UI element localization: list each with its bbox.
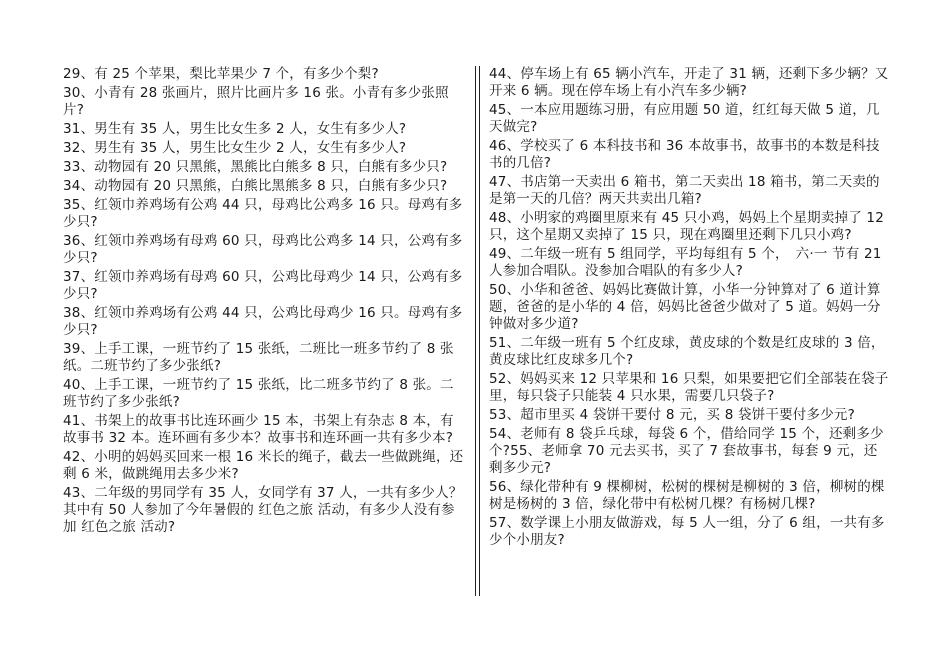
question-52: 52、妈妈买来 12 只苹果和 16 只梨，如果要把它们全部装在袋子里，每只袋子只能装 4 只水果，需要几只袋子? (489, 371, 889, 404)
question-53: 53、超市里买 4 袋饼干要付 8 元，买 8 袋饼干要付多少元? (489, 407, 855, 423)
question-48: 48、小明家的鸡圈里原来有 45 只小鸡，妈妈上个星期卖掉了 12 只，这个星期又卖掉了 15 只，现在鸡圈里还剩下几只小鸡? (489, 210, 885, 243)
right-column (489, 66, 890, 549)
question-37: 37、红领巾养鸡场有母鸡 60 只，公鸡比母鸡少 14 只，公鸡有多少只? (63, 269, 463, 302)
question-32: 32、男生有 35 人，男生比女生少 2 人，女生有多少人? (63, 140, 407, 156)
left-column (63, 66, 466, 536)
question-56: 56、绿化带种有 9 棵柳树，松树的棵树是柳树的 3 倍，柳树的棵树是杨树的 3 倍，绿化带中有松树几棵？有杨树几棵? (489, 479, 885, 512)
question-33: 33、动物园有 20 只黑熊，黑熊比白熊多 8 只，白熊有多少只? (63, 159, 448, 175)
column-divider-right (479, 66, 480, 596)
question-38: 38、红领巾养鸡场有公鸡 44 只，公鸡比母鸡少 16 只。母鸡有多少只? (63, 305, 463, 338)
question-39: 39、上手工课，一班节约了 15 张纸，二班比一班多节约了 8 张纸。二班节约了多少张纸? (63, 341, 454, 374)
question-41: 41、书架上的故事书比连环画少 15 本，书架上有杂志 8 本，有故事书 32 本。连环画有多少本？故事书和连环画一共有多少本? (63, 413, 454, 446)
question-44: 44、停车场上有 65 辆小汽车，开走了 31 辆，还剩下多少辆？又开来 6 辆。现在停车场上有小汽车多少辆? (489, 66, 889, 99)
question-29: 29、有 25 个苹果，梨比苹果少 7 个，有多少个梨? (63, 66, 379, 82)
question-40: 40、上手工课，一班节约了 15 张纸，比二班多节约了 8 张。二班节约了多少张纸? (63, 377, 454, 410)
question-42: 42、小明的妈妈买回来一根 16 米长的绳子，截去一些做跳绳，还剩 6 米，做跳绳用去多少米? (63, 449, 464, 482)
question-34: 34、动物园有 20 只黑熊，白熊比黑熊多 8 只，白熊有多少只? (63, 178, 448, 194)
question-30: 30、小青有 28 张画片，照片比画片多 16 张。小青有多少张照片? (63, 85, 449, 118)
question-57: 57、数学课上小朋友做游戏，每 5 人一组，分了 6 组，一共有多少个小朋友? (489, 515, 885, 548)
question-50: 50、小华和爸爸、妈妈比赛做计算，小华一分钟算对了 6 道计算题，爸爸的是小华的 4 倍，妈妈比爸爸少做对了 5 道。妈妈一分钟做对多少道? (489, 282, 881, 332)
question-36: 36、红领巾养鸡场有母鸡 60 只，母鸡比公鸡多 14 只，公鸡有多少只? (63, 233, 463, 266)
question-51: 51、二年级一班有 5 个红皮球，黄皮球的个数是红皮球的 3 倍，黄皮球比红皮球多几个? (489, 335, 885, 368)
question-45: 45、一本应用题练习册，有应用题 50 道，红红每天做 5 道，几天做完? (489, 102, 880, 135)
question-35: 35、红领巾养鸡场有公鸡 44 只，母鸡比公鸡多 16 只。母鸡有多少只? (63, 197, 463, 230)
column-divider-left (475, 66, 476, 596)
question-47: 47、书店第一天卖出 6 箱书，第二天卖出 18 箱书，第二天卖的是第一天的几倍？两天共卖出几箱? (489, 174, 880, 207)
question-46: 46、学校买了 6 本科技书和 36 本故事书，故事书的本数是科技书的几倍? (489, 138, 880, 171)
question-43: 43、二年级的男同学有 35 人，女同学有 37 人，一共有多少人？其中有 50 人参加了今年暑假的 红色之旅 活动，有多少人没有参加 红色之旅 活动? (63, 485, 463, 535)
question-49: 49、二年级一班有 5 组同学，平均每组有 5 个， 六·一 节有 21 人参加合唱队。没参加合唱队的有多少人? (489, 246, 882, 279)
question-54-55: 54、老师有 8 袋乒乓球，每袋 6 个，借给同学 15 个，还剩多少个?55、老师拿 70 元去买书，买了 7 套故事书，每套 9 元，还剩多少元? (489, 426, 884, 476)
question-31: 31、男生有 35 人，男生比女生多 2 人，女生有多少人? (63, 121, 407, 137)
